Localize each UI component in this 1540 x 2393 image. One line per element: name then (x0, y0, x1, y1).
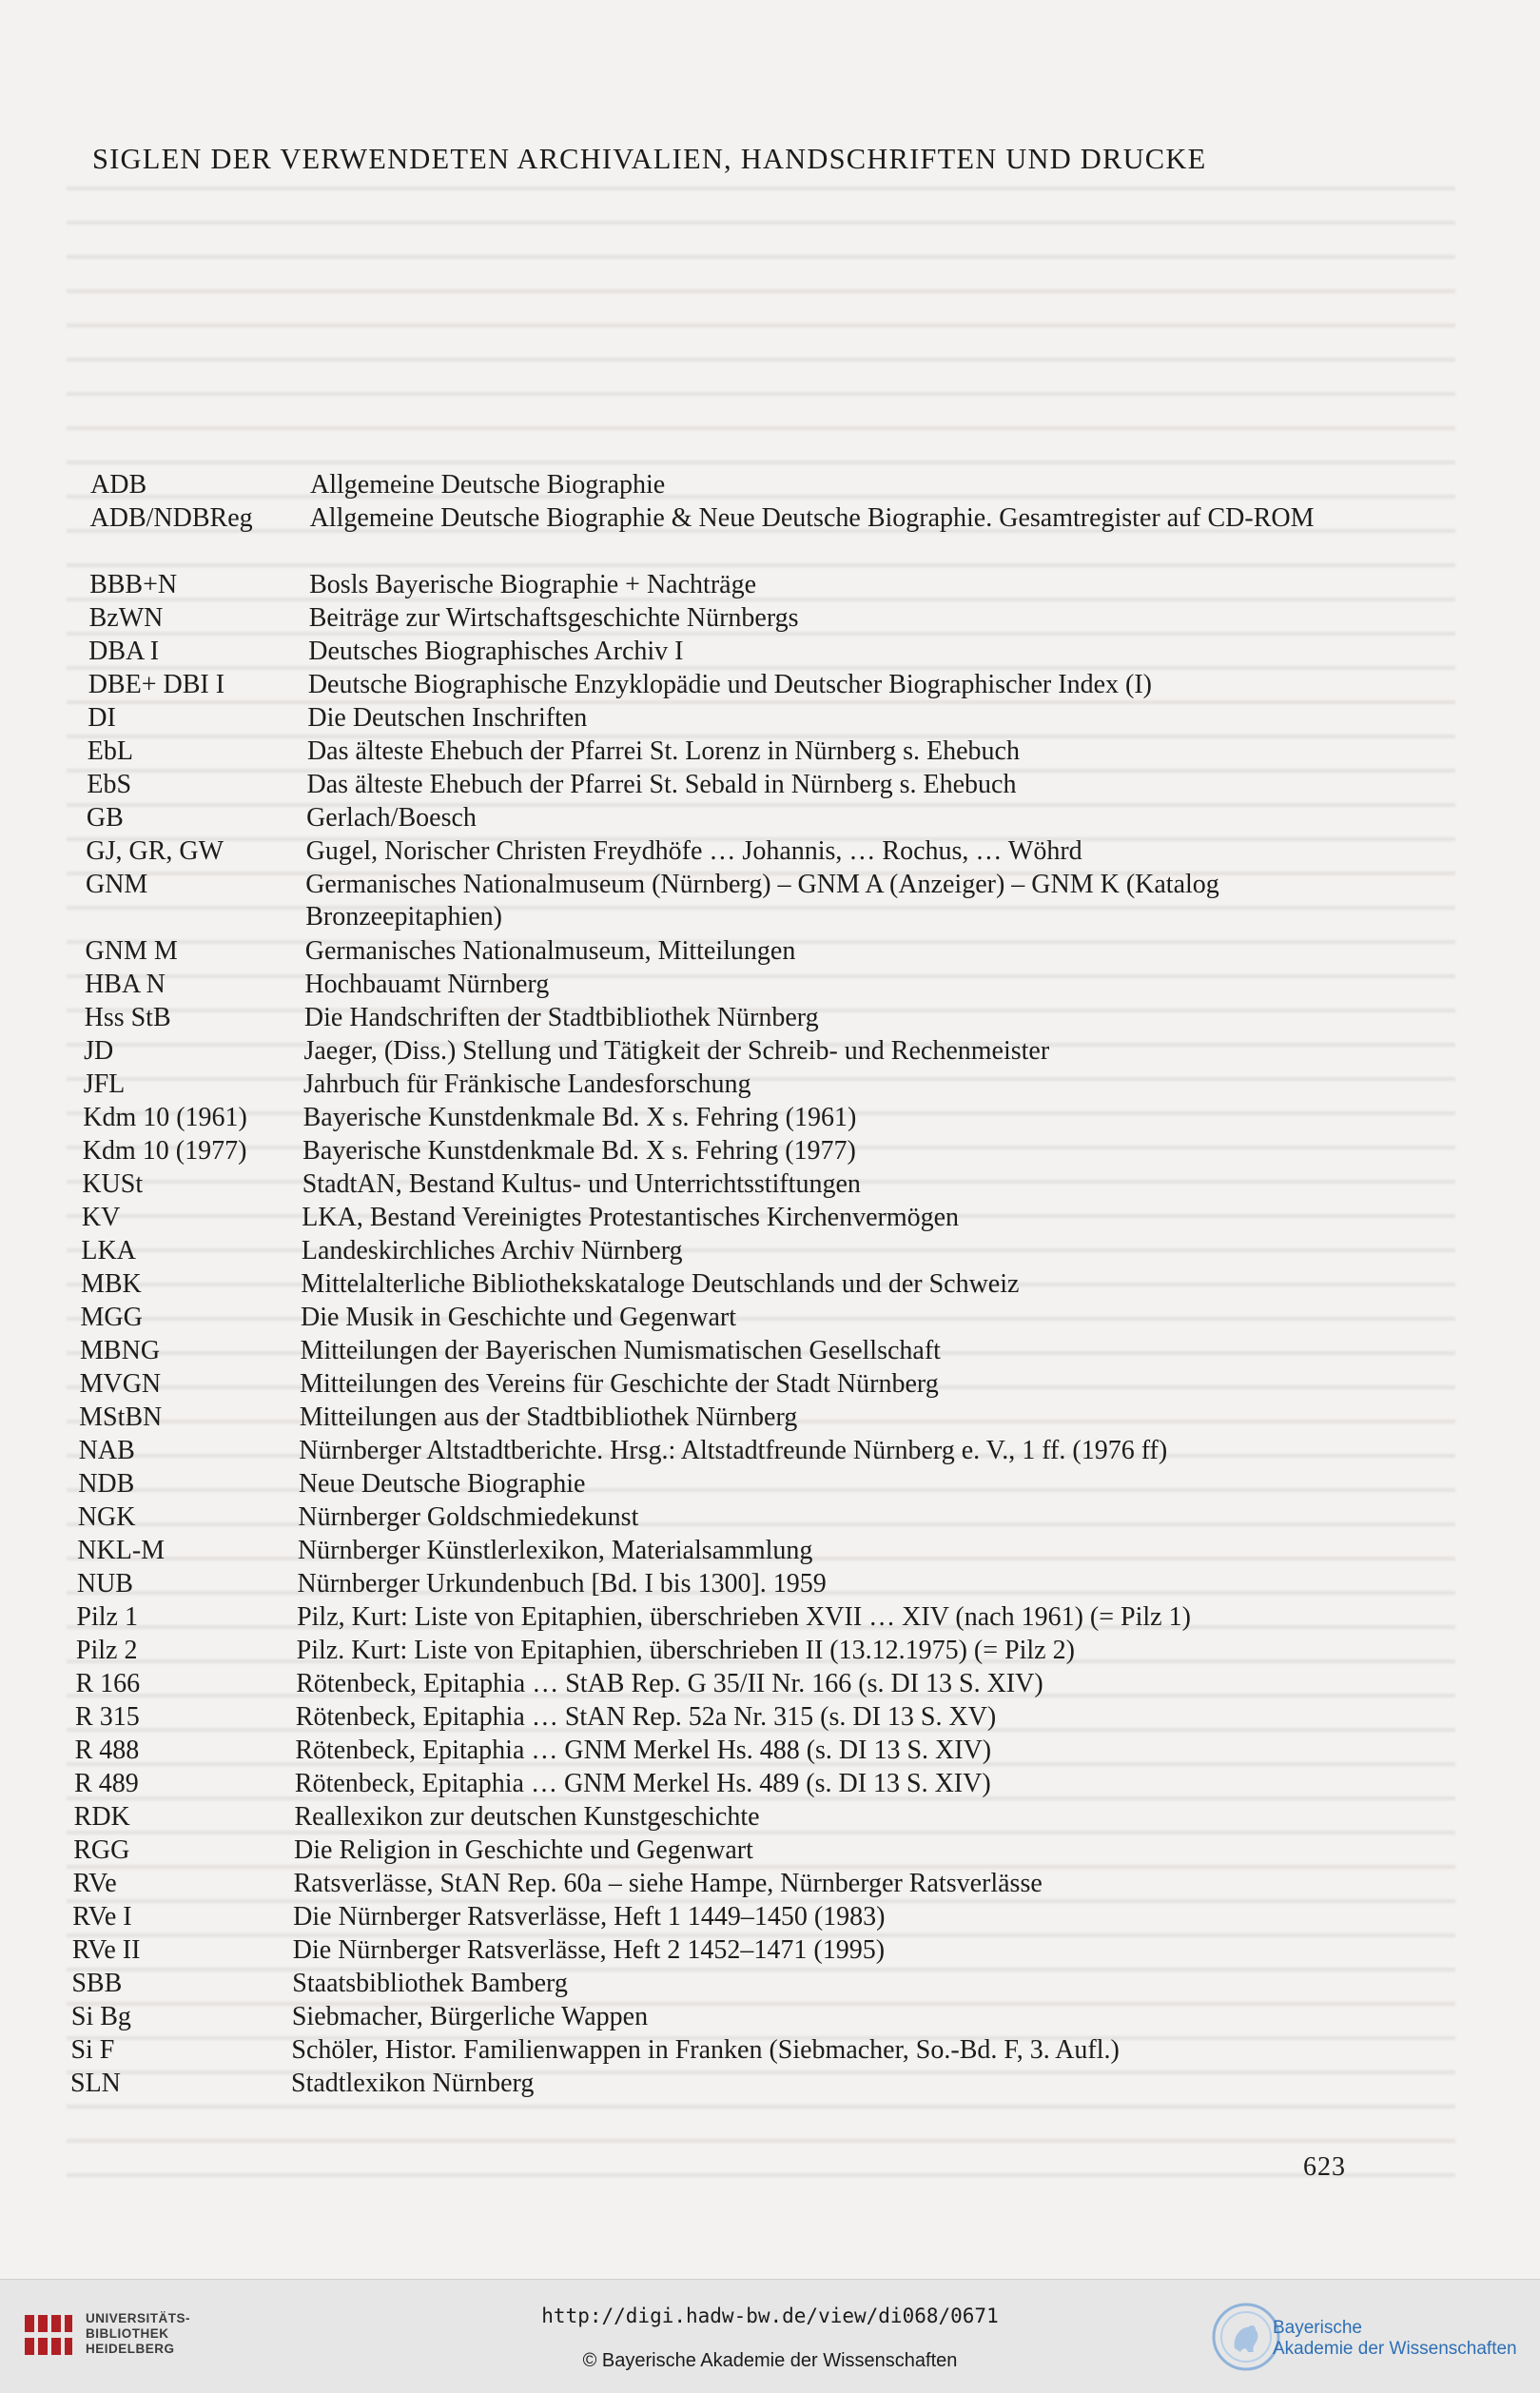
ub-logo-line: BIBLIOTHEK (86, 2326, 169, 2341)
abbreviation-description: Mitteilungen der Bayerischen Numismatischen Gesellschaft (300, 1336, 941, 1365)
abbreviation-code: HBA N (85, 970, 166, 999)
abbreviation-code: Si Bg (70, 2002, 131, 2031)
permalink-url[interactable]: http://digi.hadw-bw.de/view/di068/0671 (541, 2305, 999, 2327)
abbreviation-code: GNM M (85, 936, 178, 966)
ub-logo-line: UNIVERSITÄTS- (86, 2311, 191, 2325)
abbreviation-code: ADB/NDBReg (89, 503, 253, 533)
abbreviation-description: Nürnberger Altstadtberichte. Hrsg.: Altstadtfreunde Nürnberg e. V., 1 ff. (1976 ff) (299, 1436, 1168, 1465)
abbreviation-description: Mittelalterliche Bibliothekskataloge Deutschlands und der Schweiz (301, 1269, 1020, 1299)
abbreviation-description: Stadtlexikon Nürnberg (291, 2069, 535, 2098)
abbreviation-code: KV (81, 1203, 121, 1232)
abbreviation-description: Rötenbeck, Epitaphia … GNM Merkel Hs. 488 (s. DI 13 S. XIV) (295, 1736, 992, 1765)
abbreviation-description: Die Musik in Geschichte und Gegenwart (301, 1303, 736, 1332)
abbreviation-code: R 488 (74, 1736, 140, 1765)
abbreviation-description: Die Nürnberger Ratsverlässe, Heft 2 1452–1471 (1995) (292, 1935, 886, 1965)
abbreviation-code: GJ, GR, GW (86, 836, 224, 866)
abbreviation-description: Die Handschriften der Stadtbibliothek Nürnberg (303, 1003, 819, 1032)
abbreviation-description: Nürnberger Künstlerlexikon, Materialsammlung (297, 1536, 813, 1565)
baw-lion-seal-icon (1210, 2301, 1282, 2373)
baw-logo[interactable] (1210, 2297, 1524, 2377)
baw-logo-line: Akademie der Wissenschaften (1273, 2339, 1517, 2359)
abbreviation-description: Das älteste Ehebuch der Pfarrei St. Sebald in Nürnberg s. Ehebuch (306, 770, 1017, 799)
abbreviation-code: RVe II (71, 1935, 141, 1965)
abbreviation-code: KUSt (82, 1169, 144, 1199)
abbreviation-description: Das älteste Ehebuch der Pfarrei St. Lorenz in Nürnberg s. Ehebuch (306, 736, 1020, 766)
abbreviation-code: RVe (72, 1869, 117, 1898)
abbreviation-code: MVGN (79, 1369, 162, 1399)
abbreviation-code: RVe I (72, 1902, 132, 1932)
page-number: 623 (1303, 2152, 1346, 2182)
abbreviation-description: Bayerische Kunstdenkmale Bd. X s. Fehring (1977) (302, 1136, 856, 1166)
abbreviation-description: Bosls Bayerische Biographie + Nachträge (309, 570, 756, 599)
abbreviation-description: Rötenbeck, Epitaphia … StAN Rep. 52a Nr. 315 (s. DI 13 S. XV) (295, 1702, 997, 1732)
abbreviation-description: Deutsche Biographische Enzyklopädie und Deutscher Biographischer Index (I) (307, 670, 1152, 699)
abbreviation-description: Rötenbeck, Epitaphia … GNM Merkel Hs. 489 (s. DI 13 S. XIV) (294, 1769, 991, 1798)
abbreviation-code: JD (84, 1036, 114, 1066)
abbreviation-description: Reallexikon zur deutschen Kunstgeschichte (294, 1802, 760, 1832)
abbreviation-description: Landeskirchliches Archiv Nürnberg (301, 1236, 683, 1265)
abbreviation-code: Si F (70, 2035, 115, 2065)
abbreviation-code: MBK (80, 1269, 142, 1299)
running-head: SIGLEN DER VERWENDETEN ARCHIVALIEN, HANDSCHRIFTEN UND DRUCKE (92, 143, 1207, 175)
abbreviation-description: Staatsbibliothek Bamberg (292, 1969, 568, 1998)
abbreviation-description: Rötenbeck, Epitaphia … StAB Rep. G 35/II Nr. 166 (s. DI 13 S. XIV) (296, 1669, 1043, 1698)
abbreviation-description: Bayerische Kunstdenkmale Bd. X s. Fehring (1961) (302, 1103, 857, 1132)
abbreviation-code: DBA I (88, 637, 160, 666)
abbreviation-description: Ratsverlässe, StAN Rep. 60a – siehe Hampe, Nürnberger Ratsverlässe (293, 1869, 1043, 1898)
abbreviation-description: Mitteilungen aus der Stadtbibliothek Nürnberg (299, 1402, 798, 1432)
abbreviation-code: BBB+N (89, 570, 178, 599)
abbreviation-code: MGG (80, 1303, 143, 1332)
viewer-footer (0, 2279, 1540, 2393)
abbreviation-code: Kdm 10 (1961) (83, 1103, 247, 1132)
abbreviation-code: NAB (78, 1436, 135, 1465)
abbreviation-description: Deutsches Biographisches Archiv I (308, 637, 684, 666)
abbreviation-code: MBNG (80, 1336, 161, 1365)
abbreviation-code: BzWN (88, 603, 164, 633)
abbreviation-code: Pilz 2 (75, 1636, 138, 1665)
abbreviation-code: SBB (71, 1969, 123, 1998)
abbreviation-code: EbS (87, 770, 132, 799)
abbreviation-code: DBE+ DBI I (88, 670, 225, 699)
copyright-notice: © Bayerische Akademie der Wissenschaften (582, 2350, 958, 2371)
abbreviation-code: EbL (87, 736, 134, 766)
abbreviation-description: Allgemeine Deutsche Biographie & Neue Deutsche Biographie. Gesamtregister auf CD-ROM (309, 503, 1315, 533)
abbreviation-description: Beiträge zur Wirtschaftsgeschichte Nürnbergs (308, 603, 799, 633)
abbreviation-code: MStBN (79, 1402, 163, 1432)
abbreviation-code: GB (86, 803, 124, 833)
abbreviation-code: LKA (81, 1236, 136, 1265)
abbreviation-description: LKA, Bestand Vereinigtes Protestantisches Kirchenvermögen (302, 1203, 960, 1232)
abbreviation-code: NKL-M (77, 1536, 166, 1565)
abbreviation-code: RGG (73, 1835, 130, 1865)
abbreviation-code: R 489 (74, 1769, 139, 1798)
abbreviation-description: Pilz. Kurt: Liste von Epitaphien, überschrieben II (13.12.1975) (= Pilz 2) (296, 1636, 1075, 1665)
abbreviation-description: StadtAN, Bestand Kultus- und Unterrichtsstiftungen (302, 1169, 861, 1199)
abbreviation-code: GNM (85, 870, 148, 899)
abbreviation-code: Kdm 10 (1977) (82, 1136, 247, 1166)
abbreviation-description: Die Religion in Geschichte und Gegenwart (294, 1835, 753, 1865)
baw-logo-line: Bayerische (1273, 2318, 1362, 2338)
abbreviation-code: ADB (90, 470, 147, 500)
abbreviation-code: JFL (83, 1069, 126, 1099)
abbreviation-code: RDK (73, 1802, 130, 1832)
abbreviation-description: Jahrbuch für Fränkische Landesforschung (303, 1069, 751, 1099)
abbreviation-description: Pilz, Kurt: Liste von Epitaphien, überschrieben XVII … XIV (nach 1961) (= Pilz 1) (297, 1602, 1191, 1632)
abbreviation-description: Germanisches Nationalmuseum (Nürnberg) – GNM A (Anzeiger) – GNM K (Katalog Bronzeepitaphien) (305, 870, 1219, 932)
abbreviation-description: Nürnberger Urkundenbuch [Bd. I bis 1300]. 1959 (297, 1569, 827, 1599)
abbreviation-code: DI (88, 703, 116, 733)
abbreviation-description: Nürnberger Goldschmiedekunst (298, 1502, 639, 1532)
abbreviation-description: Schöler, Histor. Familienwappen in Franken (Siebmacher, So.-Bd. F, 3. Aufl.) (291, 2035, 1120, 2065)
abbreviation-description: Germanisches Nationalmuseum, Mitteilungen (304, 936, 796, 966)
abbreviation-code: NGK (77, 1502, 136, 1532)
abbreviation-description: Mitteilungen des Vereins für Geschichte der Stadt Nürnberg (300, 1369, 939, 1399)
abbreviation-description: Hochbauamt Nürnberg (304, 970, 550, 999)
abbreviation-description: Neue Deutsche Biographie (298, 1469, 586, 1499)
abbreviation-code: NUB (76, 1569, 133, 1599)
abbreviation-description: Die Nürnberger Ratsverlässe, Heft 1 1449–1450 (1983) (293, 1902, 886, 1932)
abbreviation-code: Hss StB (84, 1003, 171, 1032)
abbreviation-description: Jaeger, (Diss.) Stellung und Tätigkeit der Schreib- und Rechenmeister (303, 1036, 1050, 1066)
abbreviation-code: R 315 (75, 1702, 140, 1732)
abbreviation-code: NDB (78, 1469, 135, 1499)
abbreviation-code: R 166 (75, 1669, 141, 1698)
abbreviation-description: Allgemeine Deutsche Biographie (310, 470, 666, 500)
ub-logo-line: HEIDELBERG (86, 2342, 175, 2356)
abbreviation-code: Pilz 1 (76, 1602, 138, 1632)
abbreviation-code: SLN (70, 2069, 121, 2098)
abbreviation-description: Gugel, Norischer Christen Freydhöfe … Johannis, … Rochus, … Wöhrd (305, 836, 1082, 866)
abbreviation-description: Gerlach/Boesch (306, 803, 477, 833)
abbreviation-description: Siebmacher, Bürgerliche Wappen (291, 2002, 649, 2031)
baw-wordmark (1273, 2318, 1517, 2360)
abbreviation-description: Die Deutschen Inschriften (307, 703, 588, 733)
